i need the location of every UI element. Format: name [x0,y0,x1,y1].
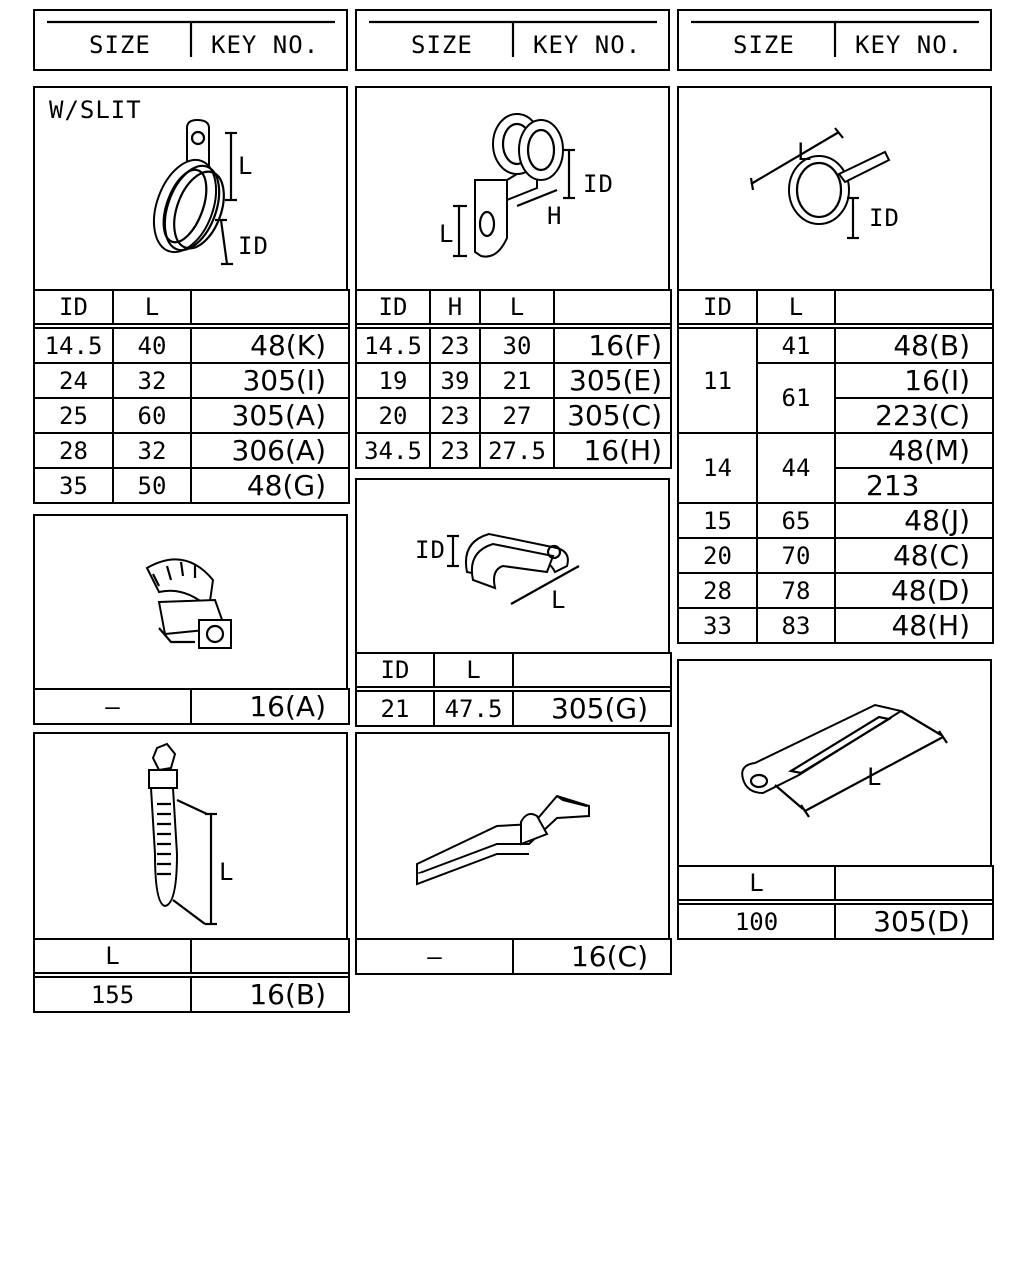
id-cell: 20 [356,398,430,433]
flat-clip-drawing-box [355,732,670,940]
offset-clamp-table [355,289,672,469]
key-cell: 16(I) [835,363,993,398]
size-dash: — [34,689,191,724]
key-cell: 305(D) [835,904,993,939]
l-cell: 30 [480,328,554,363]
offset-clamp-icon [357,88,668,288]
l-cell: 100 [678,904,835,939]
size-header: SIZE [89,31,151,59]
id-cell: 19 [356,363,430,398]
loop-clip-table [355,652,672,727]
id-cell: 14.5 [356,328,430,363]
dim-l-label: L [238,152,254,180]
id-cell: 14.5 [34,328,113,363]
id-cell: 28 [34,433,113,468]
table-row [678,608,993,643]
table-row [34,433,349,468]
slotted-strap-table [677,865,994,940]
id-cell: 28 [678,573,757,608]
table-row [356,328,671,363]
col-l-header: L [113,290,191,324]
l-cell: 50 [113,468,191,503]
col-key-header [191,939,349,973]
id-cell: 34.5 [356,433,430,468]
dim-id-label: ID [583,170,614,198]
key-cell: 305(I) [191,363,349,398]
key-cell: 48(C) [835,538,993,573]
col-key-header [835,290,993,324]
h-cell: 39 [430,363,480,398]
l-cell: 44 [757,433,835,503]
col-l-header: L [678,866,835,900]
table-row [678,328,993,363]
id-cell: 24 [34,363,113,398]
col-id-header: ID [356,653,434,687]
id-cell: 11 [678,328,757,433]
key-cell: 213 [835,468,993,503]
col-l-header: L [34,939,191,973]
dim-l-label: L [797,138,813,166]
tie-strap-drawing-box [33,732,348,940]
flat-clip-icon [357,734,668,938]
col-h-header: H [430,290,480,324]
col-l-header: L [757,290,835,324]
table-row [34,363,349,398]
col-id-header: ID [678,290,757,324]
h-cell: 23 [430,433,480,468]
col-id-header: ID [34,290,113,324]
l-cell: 27.5 [480,433,554,468]
band-clamp-drawing-box [677,86,992,291]
table-row [356,433,671,468]
id-cell: 20 [678,538,757,573]
clamp-slit-drawing-box [33,86,348,291]
col-key-header [513,653,671,687]
key-cell: 305(E) [554,363,671,398]
l-cell: 21 [480,363,554,398]
key-cell: 306(A) [191,433,349,468]
dim-id-label: ID [238,232,269,260]
size-header: SIZE [733,31,795,59]
l-cell: 61 [757,363,835,433]
slotted-strap-drawing-box [677,659,992,867]
table-row [34,468,349,503]
key-cell: 48(J) [835,503,993,538]
key-cell: 16(A) [191,689,349,724]
header-box-3 [677,9,992,71]
key-cell: 48(K) [191,328,349,363]
h-cell: 23 [430,398,480,433]
header-box-1 [33,9,348,71]
snap-clip-table [33,688,350,725]
snap-clip-icon [35,516,346,688]
l-cell: 78 [757,573,835,608]
band-clamp-icon [679,88,990,288]
l-cell: 41 [757,328,835,363]
table-row [678,538,993,573]
col-key-header [835,866,993,900]
flat-clip-table [355,938,672,975]
col-l-header: L [480,290,554,324]
key-cell: 48(G) [191,468,349,503]
l-cell: 65 [757,503,835,538]
key-cell: 305(A) [191,398,349,433]
key-cell: 48(D) [835,573,993,608]
key-cell: 305(G) [513,691,671,726]
table-row [678,573,993,608]
slit-note: W/SLIT [49,96,142,124]
loop-clip-icon [357,480,668,652]
table-row [356,939,671,974]
key-cell: 305(C) [554,398,671,433]
clamp-slit-icon [35,88,346,288]
header-box-2 [355,9,670,71]
h-cell: 23 [430,328,480,363]
table-row [678,433,993,468]
table-row [34,689,349,724]
loop-clip-drawing-box [355,478,670,654]
table-row [356,363,671,398]
clamp-slit-table [33,289,350,504]
key-no-header: KEY NO. [855,31,964,59]
l-cell: 60 [113,398,191,433]
table-row [678,503,993,538]
l-cell: 32 [113,363,191,398]
table-row [34,328,349,363]
key-cell: 223(C) [835,398,993,433]
dim-h-label: H [547,202,563,230]
dim-l-label: L [551,586,567,614]
key-cell: 48(B) [835,328,993,363]
key-cell: 16(B) [191,977,349,1012]
col-key-header [554,290,671,324]
size-dash: — [356,939,513,974]
dim-id-label: ID [415,536,446,564]
key-cell: 48(H) [835,608,993,643]
table-row [678,904,993,939]
dim-id-label: ID [869,204,900,232]
table-row [34,977,349,1012]
id-cell: 33 [678,608,757,643]
key-cell: 48(M) [835,433,993,468]
band-clamp-table [677,289,994,644]
table-row [356,691,671,726]
dim-l-label: L [439,220,455,248]
id-cell: 15 [678,503,757,538]
key-cell: 16(H) [554,433,671,468]
id-cell: 21 [356,691,434,726]
l-cell: 83 [757,608,835,643]
l-cell: 155 [34,977,191,1012]
tie-strap-table [33,938,350,1013]
l-cell: 40 [113,328,191,363]
slotted-strap-icon [679,661,990,865]
key-cell: 16(F) [554,328,671,363]
col-key-header [191,290,349,324]
id-cell: 35 [34,468,113,503]
key-cell: 16(C) [513,939,671,974]
tie-strap-icon [35,734,346,938]
snap-clip-drawing-box [33,514,348,690]
col-l-header: L [434,653,513,687]
key-no-header: KEY NO. [211,31,320,59]
table-row [356,398,671,433]
l-cell: 47.5 [434,691,513,726]
l-cell: 27 [480,398,554,433]
l-cell: 70 [757,538,835,573]
size-header: SIZE [411,31,473,59]
dim-l-label: L [867,763,883,791]
l-cell: 32 [113,433,191,468]
table-row [34,398,349,433]
id-cell: 25 [34,398,113,433]
id-cell: 14 [678,433,757,503]
dim-l-label: L [219,858,235,886]
key-no-header: KEY NO. [533,31,642,59]
col-id-header: ID [356,290,430,324]
offset-clamp-drawing-box [355,86,670,291]
